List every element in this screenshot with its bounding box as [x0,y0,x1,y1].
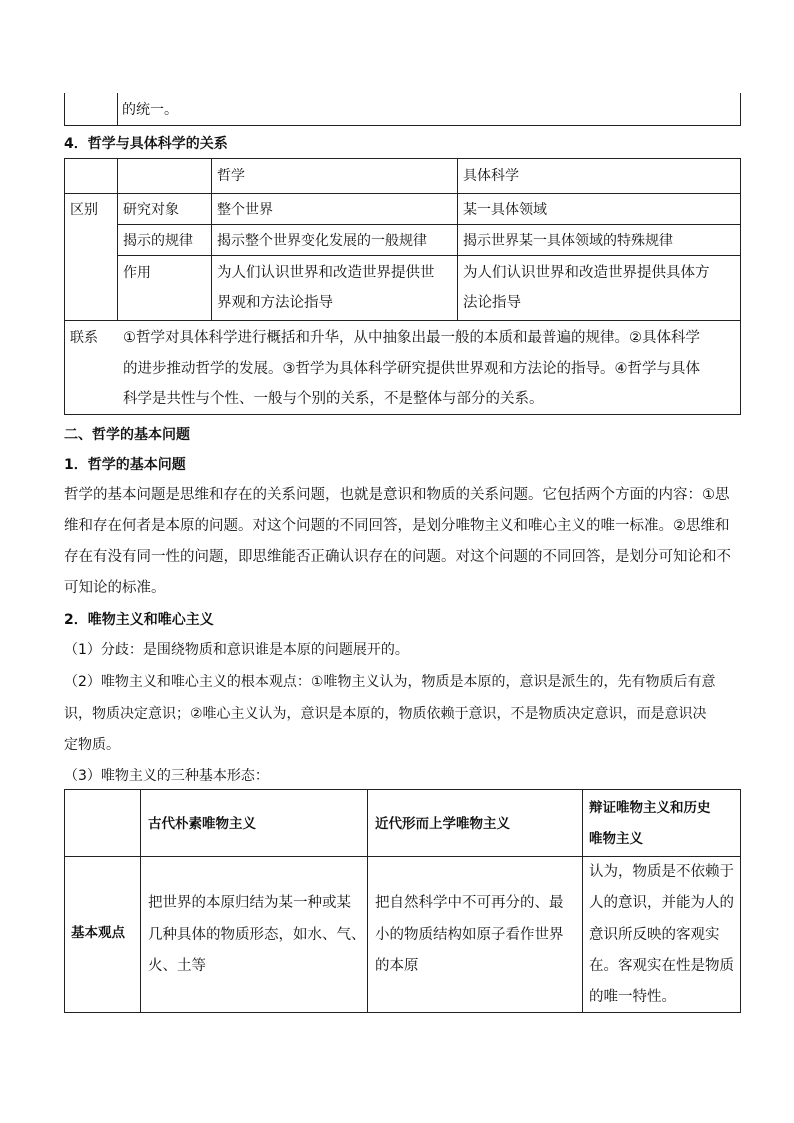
column-header: 古代朴素唯物主义 [148,816,256,832]
table-cell: 整个世界 [217,202,273,218]
list-item-line: 定物质。 [64,737,120,753]
table-border [64,856,741,857]
column-header: 近代形而上学唯物主义 [375,816,510,832]
table-cell: 认为，物质是不依赖于 [589,864,734,880]
table-cell: 把世界的本原归结为某一种或某 [148,895,351,911]
relation-text: ①哲学对具体科学进行概括和升华，从中抽象出最一般的本质和最普遍的规律。②具体科学 [123,330,700,346]
table-border [740,158,741,415]
part-heading: 二、哲学的基本问题 [64,427,190,443]
table-border [140,789,141,1013]
section-heading: 4．哲学与具体科学的关系 [64,136,228,152]
column-header: 哲学 [217,168,245,184]
table-cell: 意识所反映的客观实 [589,927,720,943]
table-cell: 为人们认识世界和改造世界提供具体方 [463,265,710,281]
row-group-label: 联系 [70,330,98,346]
paragraph-line: 维和存在何者是本原的问题。对这个问题的不同回答，是划分唯物主义和唯心主义的唯一标准。②思维和 [64,518,730,534]
table-border [64,93,65,126]
table-border [64,1012,741,1013]
table-border [64,414,741,415]
table-cell: 揭示整个世界变化发展的一般规律 [217,233,427,249]
table-border [64,320,741,321]
table-cell: 小的物质结构如原子看作世界 [375,927,564,943]
table-border [64,158,65,415]
row-label: 基本观点 [71,925,125,941]
subsection-heading: 1．哲学的基本问题 [64,457,186,473]
row-label: 作用 [123,265,151,281]
table-border [64,125,741,126]
table-cell: 的本原 [375,958,419,974]
subsection-heading: 2．唯物主义和唯心主义 [64,612,214,628]
table-cell: 把自然科学中不可再分的、最 [375,895,564,911]
table-border [117,158,118,321]
paragraph-line: 存在有没有同一性的问题，即思维能否正确认识存在的问题。对这个问题的不同回答，是划分可知论和不 [64,549,731,565]
table-border [64,193,741,194]
table-cell: 法论指导 [463,295,521,311]
continuation-text: 的统一。 [122,102,178,118]
row-label: 研究对象 [123,202,179,218]
relation-text: 科学是共性与个性、一般与个别的关系，不是整体与部分的关系。 [123,391,544,407]
table-cell: 为人们认识世界和改造世界提供世 [217,265,435,281]
table-cell: 几种具体的物质形态，如水、气、 [148,927,366,943]
table-cell: 的唯一特性。 [589,989,676,1005]
table-cell: 界观和方法论指导 [217,295,333,311]
paragraph-line: 可知论的标准。 [64,580,166,596]
table-border [367,789,368,1013]
table-cell: 揭示世界某一具体领域的特殊规律 [463,233,673,249]
table-border [64,789,741,790]
table-cell: 人的意识，并能为人的 [589,895,734,911]
relation-text: 的进步推动哲学的发展。③哲学为具体科学研究提供世界观和方法论的指导。④哲学与具体 [123,361,700,377]
paragraph-line: 哲学的基本问题是思维和存在的关系问题，也就是意识和物质的关系问题。它包括两个方面的内容：①思 [64,487,730,503]
table-cell: 某一具体领域 [463,202,547,218]
column-header: 辩证唯物主义和历史 [589,800,711,816]
table-border [740,789,741,1013]
list-item: （1）分歧：是围绕物质和意识谁是本原的问题展开的。 [64,642,409,658]
table-border [457,158,458,321]
table-border [582,789,583,1013]
column-header: 具体科学 [463,168,519,184]
list-item-line: （2）唯物主义和唯心主义的根本观点：①唯物主义认为，物质是本原的，意识是派生的，先有物质后有意 [64,674,716,690]
row-label: 揭示的规律 [123,233,193,249]
table-border [64,158,741,159]
table-border [64,789,65,1013]
table-border [117,93,118,126]
table-cell: 在。客观实在性是物质 [589,958,734,974]
table-border [211,158,212,321]
row-group-label: 区别 [70,202,98,218]
column-header: 唯物主义 [589,831,643,847]
list-item: （3）唯物主义的三种基本形态： [64,768,269,784]
list-item-line: 识，物质决定意识；②唯心主义认为，意识是本原的，物质依赖于意识，不是物质决定意识，而是意识决 [64,706,707,722]
table-border [740,93,741,126]
table-cell: 火、土等 [148,958,206,974]
